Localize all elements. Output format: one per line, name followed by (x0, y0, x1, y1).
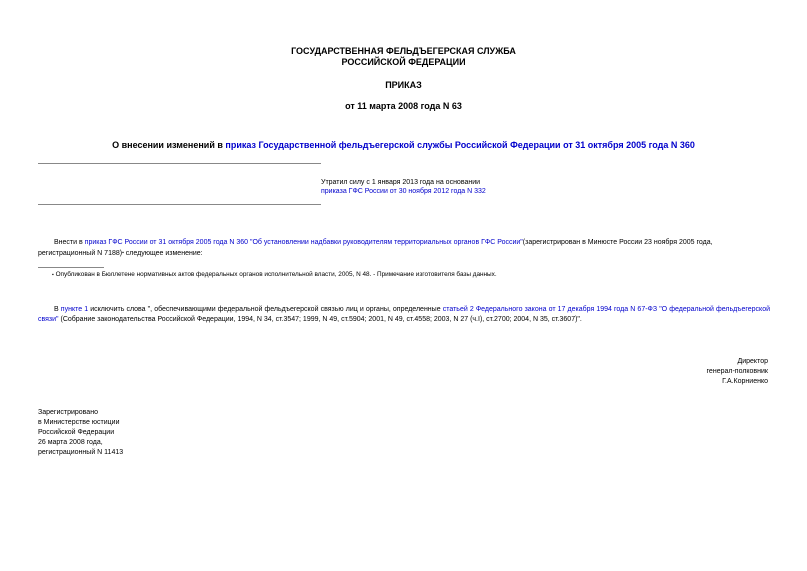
signature-name: Г.А.Корниенко (722, 378, 768, 385)
status-line1: Утратил силу с 1 января 2013 года на основании (321, 179, 481, 186)
registration-line2: в Министерстве юстиции (38, 419, 120, 426)
intro-suffix: (зарегистрирован в Минюсте России 23 ноября 2005 года, (522, 239, 713, 246)
document-title (0, 140, 807, 150)
status-repeal-link[interactable]: приказа ГФС России от 30 ноября 2012 года N 332 (321, 188, 486, 195)
federal-law-link[interactable]: статьей 2 Федерального закона от 17 декабря 1994 года N 67-ФЗ "О федеральной фельдъегерской связи" (38, 306, 770, 323)
registration-line4: 26 марта 2008 года, (38, 439, 103, 446)
change-prefix: В (54, 306, 61, 313)
doc-date: от 11 марта 2008 года N 63 (345, 101, 462, 111)
intro-paragraph (38, 238, 770, 259)
footnote-marker-icon[interactable]: ▪ (122, 250, 124, 256)
doc-type: ПРИКАЗ (385, 80, 422, 90)
change-suffix: (Собрание законодательства Российской Федерации, 1994, N 34, ст.3547; 1999, N 49, ст.5904; 2001, N 49, ст.4558; 2003, N 27 (ч.I), ст.2700; 2004, N 35, ст.3607)". (58, 316, 582, 323)
intro-line2: регистрационный N 7188) (38, 250, 123, 257)
registration-line3: Российской Федерации (38, 429, 115, 436)
header-agency: ГОСУДАРСТВЕННАЯ ФЕЛЬДЪЕГЕРСКАЯ СЛУЖБА (291, 46, 516, 56)
divider-top (38, 163, 321, 164)
change-paragraph (38, 305, 770, 325)
divider-status (38, 204, 321, 205)
signature-title: Директор (737, 358, 768, 365)
header-country: РОССИЙСКОЙ ФЕДЕРАЦИИ (341, 57, 466, 67)
intro-order-link[interactable]: приказ ГФС России от 31 октября 2005 года N 360 "Об установлении надбавки руководителям территориальных органов ГФС России" (84, 239, 523, 246)
change-mid: исключить слова ", обеспечивающими федеральной фельдъегерской связью лиц и органы, определенные (88, 306, 443, 313)
footnote (52, 271, 497, 278)
status-note (321, 179, 501, 195)
clause-1-link[interactable]: пункте 1 (60, 306, 89, 313)
footnote-text: Опубликован в Бюллетене нормативных актов федеральных органов исполнительной власти, 2005, N 48. - Примечание изготовителя базы данных. (55, 271, 497, 278)
signature-block (707, 357, 768, 387)
title-prefix: О внесении изменений в (112, 140, 226, 150)
intro-line2-end: следующее изменение: (123, 250, 203, 257)
footnote-divider (38, 267, 104, 268)
intro-prefix: Внести в (54, 239, 85, 246)
footnote-icon: ▪ (52, 272, 54, 278)
registration-block (38, 408, 123, 458)
registration-line1: Зарегистрировано (38, 409, 98, 416)
registration-line5: регистрационный N 11413 (38, 449, 124, 456)
signature-rank: генерал-полковник (706, 368, 768, 375)
title-order-link[interactable]: приказ Государственной фельдъегерской службы Российской Федерации от 31 октября 2005 года N 360 (225, 140, 695, 150)
